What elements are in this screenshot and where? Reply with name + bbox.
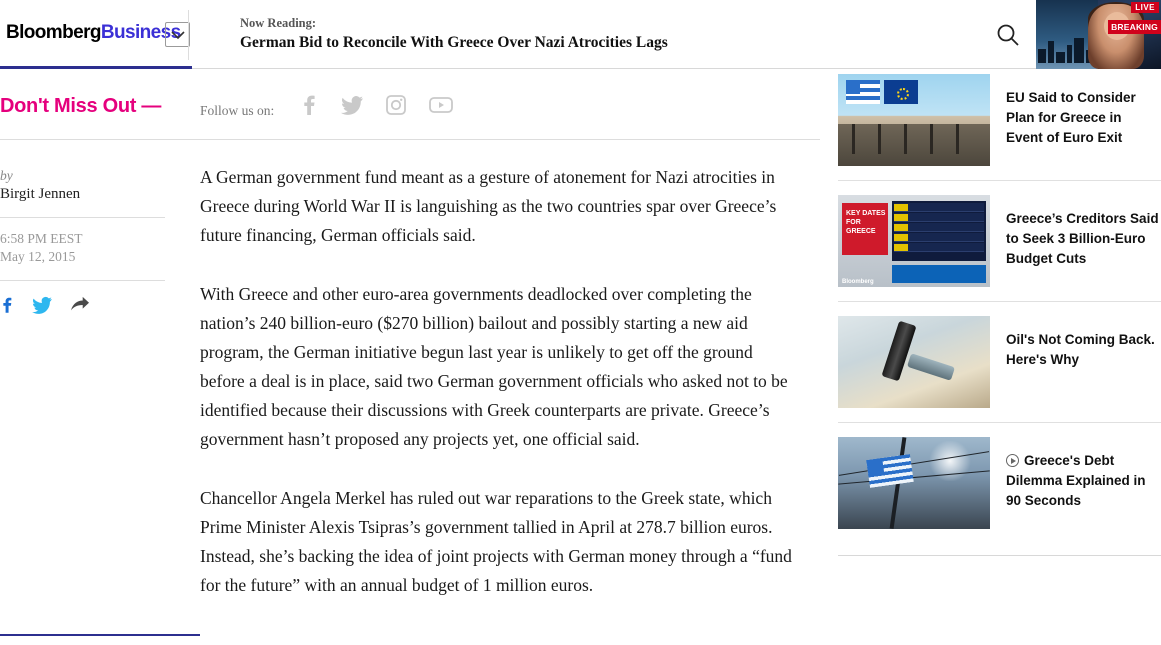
list-item[interactable] [838, 180, 1161, 301]
list-item[interactable] [838, 422, 1161, 543]
byline-label: by [0, 168, 13, 183]
search-glyph [995, 22, 1021, 48]
eu-flag-shape [884, 80, 918, 104]
thumb-post [904, 124, 907, 154]
thumb-post [956, 124, 959, 154]
share-more-icon[interactable] [70, 296, 90, 319]
instagram-glyph [386, 95, 406, 115]
greek-flag-photo[interactable] [838, 437, 990, 529]
article-paragraph: A German government fund meant as a gesture of atonement for Nazi atrocities in Greece during World War II is languishing as the two countries spar over Greece’s future financing, German officials said. [200, 167, 777, 245]
site-logo[interactable] [0, 0, 192, 69]
video-play-icon [1006, 454, 1019, 467]
share-twitter-glyph [32, 296, 52, 314]
thumb-red-card: KEY DATES FOR GREECE [842, 203, 888, 255]
live-video-thumbnail[interactable] [1036, 0, 1161, 69]
search-icon[interactable] [995, 22, 1021, 48]
share-arrow-glyph [70, 296, 90, 314]
share-facebook-icon[interactable] [0, 295, 14, 320]
thumb-post [930, 124, 933, 154]
social-links [300, 95, 453, 120]
bloomberg-terminal-screen-photo[interactable] [838, 195, 990, 287]
thumb-nozzle-handle [907, 353, 955, 381]
share-facebook-glyph [0, 295, 14, 315]
thumb-post [878, 124, 881, 154]
dont-miss-out-bar [0, 95, 820, 143]
list-item-headline-text: Greece's Debt Dilemma Explained in 90 Seconds [1006, 453, 1146, 508]
related-stories-rail [838, 70, 1161, 556]
twitter-glyph [341, 95, 363, 115]
rail-bottom-rule [838, 555, 1161, 556]
list-item[interactable] [838, 301, 1161, 422]
logo-business: Business [100, 22, 181, 43]
logo-bloomberg: Bloomberg [6, 22, 101, 43]
follow-us-label: Follow us on: [200, 103, 275, 118]
thumb-watermark: Bloomberg [842, 279, 874, 285]
share-twitter-icon[interactable] [32, 296, 52, 319]
youtube-icon[interactable] [429, 95, 453, 120]
publish-time: 6:58 PM EEST [0, 231, 83, 246]
article-paragraph: Chancellor Angela Merkel has ruled out war reparations to the Greek state, which Prime Minister Alexis Tsipras’s government tallied in April at 278.7 billion euros. Instead, she’s backing the idea of joint projects with German money through a “fund for the future” with an annual budget of 1 million euros. [200, 488, 792, 595]
breaking-tag: BREAKING [1108, 20, 1161, 34]
twitter-icon[interactable] [341, 95, 363, 120]
greece-eu-flags-photo[interactable] [838, 74, 990, 166]
fuel-nozzle-photo[interactable] [838, 316, 990, 408]
thumb-blue-bar [892, 265, 986, 283]
list-item-headline[interactable]: Oil's Not Coming Back. Here's Why [1006, 332, 1155, 367]
thumb-deck [838, 124, 990, 166]
chevron-down-glyph [171, 30, 185, 40]
bottom-accent-rule [0, 634, 200, 636]
list-item-headline[interactable]: EU Said to Consider Plan for Greece in Event of Euro Exit [1006, 90, 1136, 145]
dont-miss-out-rule [0, 139, 820, 140]
facebook-glyph [300, 95, 318, 115]
share-buttons [0, 295, 165, 320]
thumb-post [852, 124, 855, 154]
author-name[interactable]: Birgit Jennen [0, 186, 81, 202]
instagram-icon[interactable] [386, 95, 406, 120]
header-divider [188, 10, 189, 60]
article-body [200, 163, 800, 630]
now-reading-label: Now Reading: [240, 16, 317, 30]
meta-rule-2 [0, 280, 165, 281]
article-meta [0, 168, 165, 320]
facebook-icon[interactable] [300, 95, 318, 120]
now-reading [240, 16, 940, 52]
thumb-greek-flag [866, 454, 913, 488]
list-item-headline[interactable] [1006, 437, 1161, 529]
youtube-glyph [429, 95, 453, 115]
logo-text [0, 22, 181, 44]
now-reading-headline[interactable]: German Bid to Reconcile With Greece Over Nazi Atrocities Lags [240, 34, 668, 51]
article-paragraph: With Greece and other euro-area governments deadlocked over completing the nation’s 240 billion-euro ($270 billion) bailout and possibly starting a new aid program, the German initiative begun last year is unlikely to get off the ground before a deal is in place, said two German government officials who asked not to be identified because their discussions with Greek counterparts are private. Greece’s government hasn’t proposed any projects yet, one official said. [200, 284, 788, 449]
publish-date: May 12, 2015 [0, 249, 76, 265]
thumb-nozzle [881, 321, 916, 382]
thumb-data-table [892, 201, 986, 261]
site-header [0, 0, 1161, 69]
list-item-headline[interactable]: Greece’s Creditors Said to Seek 3 Billion-Euro Budget Cuts [1006, 211, 1159, 266]
live-badge: LIVE [1131, 2, 1159, 13]
chevron-down-icon[interactable] [165, 22, 190, 47]
list-item[interactable] [838, 70, 1161, 180]
meta-rule-1 [0, 217, 165, 218]
greek-flag-shape [846, 80, 880, 104]
dont-miss-out-title: Don't Miss Out — [0, 95, 162, 117]
